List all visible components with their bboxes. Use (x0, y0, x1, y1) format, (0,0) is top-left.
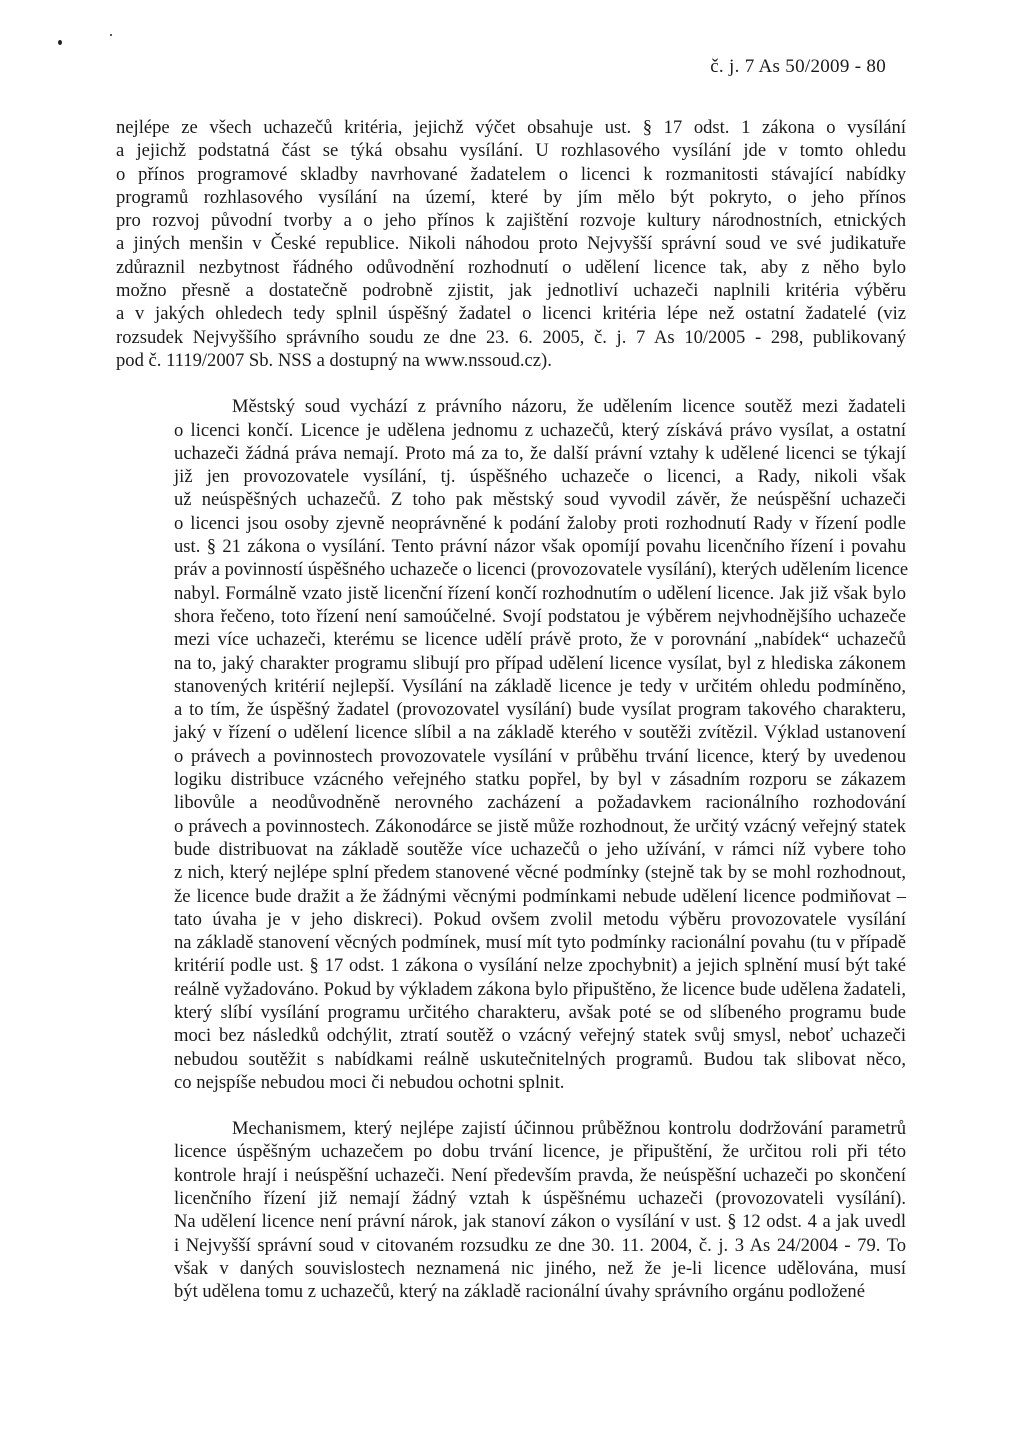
text-line: o licenci končí. Licence je udělena jednomu z uchazečů, který získává právo vysílat, a ostatní (174, 419, 906, 441)
text-line: o licenci jsou osoby zjevně neoprávněné k podání žaloby proti rozhodnutí Rady v řízení podle (174, 512, 906, 534)
text-line: ust. § 21 zákona o vysílání. Tento právní názor však opomíjí povahu licenčního řízení i povahu (174, 536, 906, 558)
text-line: logiku distribuce vzácného veřejného statku popřel, by byl v zásadním rozporu se zákazem (174, 769, 906, 791)
text-line: licence úspěšným uchazečem po dobu trvání licence, je připuštění, že určitou roli při této (174, 1141, 906, 1163)
scan-speck (110, 34, 112, 36)
text-line: již jen provozovatele vysílání, tj. úspěšného uchazeče o licenci, a Rady, nikoli však (174, 466, 906, 488)
text-line: být udělena tomu z uchazečů, který na základě racionální úvahy správního orgánu podložené (174, 1281, 865, 1303)
text-line: moci bez následků odchýlit, ztratí soutěž o vzácný veřejný statek svůj smysl, neboť uchazeči (174, 1025, 906, 1047)
text-line: o právech a povinnostech. Zákonodárce se jistě může rozhodnout, že určitý vzácný veřejný statek (174, 815, 906, 837)
text-line: o právech a povinnostech provozovatele vysílání v průběhu trvání licence, který by uvedenou (174, 745, 906, 767)
document-body (116, 116, 909, 1304)
text-line: však v daných souvislostech neznamená nic jiného, než že je-li licence udělována, musí (174, 1257, 906, 1279)
text-line: práv a povinností úspěšného uchazeče o licenci (provozovatele vysílání), kterých udělením licence (174, 559, 909, 581)
paragraph (116, 395, 909, 1094)
text-line: a jiných menšin v České republice. Nikoli náhodou proto Nejvyšší správní soud ve své judikatuře (116, 233, 906, 255)
text-line: stanovených kritérií nejlepší. Vysílání na základě licence je tedy v určitém ohledu podmíněno, (174, 675, 906, 697)
text-line: reálně vyžadováno. Pokud by výkladem zákona bylo připuštěno, že licence bude udělena žadateli, (174, 978, 906, 1000)
text-line: kritérií podle ust. § 17 odst. 1 zákona o vysílání nelze zpochybnit) a jejich splnění musí být také (174, 955, 906, 977)
text-line: tato úvaha je v jeho diskreci). Pokud ovšem zvolil metodu výběru provozovatele vysílání (174, 908, 906, 930)
case-number: č. j. 7 As 50/2009 - 80 (710, 56, 886, 77)
text-line: libovůle a neodůvodněně nerovného zacházení a požadavkem racionálního rozhodování (174, 792, 906, 814)
text-line: Mechanismem, který nejlépe zajistí účinnou průběžnou kontrolu dodržování parametrů (232, 1118, 906, 1140)
text-line: jaký v řízení o udělení licence slíbil a na základě kterého v soutěži zvítězil. Výklad ustanovení (174, 722, 906, 744)
text-line: už neúspěšných uchazečů. Z toho pak městský soud vyvodil závěr, že neúspěšní uchazeči (174, 489, 906, 511)
text-line: a v jakých ohledech tedy splnil úspěšný žadatel o licenci kritéria lépe než ostatní žadatelé (viz (116, 303, 906, 325)
text-line: na základě stanovení věcných podmínek, musí mít tyto podmínky racionální povahu (tu v případě (174, 932, 906, 954)
text-line: kontrole hrají i neúspěšní uchazeči. Není především pravda, že neúspěšní uchazeči po skončení (174, 1164, 906, 1186)
text-line: na to, jaký charakter programu slibují pro případ udělení licence vysílat, byl z hlediska zákonem (174, 652, 906, 674)
text-line: že licence bude dražit a že žádnými věcnými podmínkami nebude udělení licence podmiňovat – (174, 885, 906, 907)
text-line: o přínos programové skladby navrhované žadatelem o licenci k rozmanitosti stávající nabídky (116, 163, 906, 185)
text-line: programů rozhlasového vysílání na území, které by jím mělo být pokryto, o jeho přínos (116, 186, 906, 208)
text-line: i Nejvyšší správní soud v citovaném rozsudku ze dne 30. 11. 2004, č. j. 3 As 24/2004 - 79. To (174, 1234, 906, 1256)
text-line: pro rozvoj původní tvorby a o jeho přínos k zajištění rozvoje kultury národnostních, etnických (116, 210, 906, 232)
text-line: nejlépe ze všech uchazečů kritéria, jejichž výčet obsahuje ust. § 17 odst. 1 zákona o vysílání (116, 117, 906, 138)
text-line: pod č. 1119/2007 Sb. NSS a dostupný na www.nssoud.cz). (116, 349, 552, 371)
text-line: bude distribuovat na základě soutěže více uchazečů o jeho užívání, v rámci níž vybere toho (174, 838, 906, 860)
text-line: uchazeči žádná práva nemají. Proto má za to, že další právní vztahy k udělené licenci se týkají (174, 442, 906, 464)
paragraph (116, 1117, 906, 1303)
text-line: z nich, který nejlépe splní předem stanovené věcné podmínky (stejně tak by se mohl rozhodnout, (174, 862, 906, 884)
text-line: který slíbí vysílání programu určitého charakteru, avšak poté se od slíbeného programu bude (174, 1001, 906, 1023)
text-line: nebudou soutěžit s nabídkami reálně uskutečnitelných programů. Budou tak slibovat něco, (174, 1048, 906, 1070)
scan-speck (58, 40, 62, 45)
text-line: možno přesně a dostatečně podrobně zjistit, jak jednotliví uchazeči naplnili kritéria výběru (116, 280, 906, 302)
text-line: co nejspíše nebudou moci či nebudou ochotni splnit. (174, 1071, 565, 1093)
text-line: licenčního řízení již nemají žádný vztah k úspěšnému uchazeči (provozovateli vysílání). (174, 1188, 906, 1210)
text-line: rozsudek Nejvyššího správního soudu ze dne 23. 6. 2005, č. j. 7 As 10/2005 - 298, publikovaný (116, 326, 906, 348)
paragraph (116, 116, 906, 372)
text-line: mezi více uchazeči, kterému se licence udělí právě proto, že v porovnání „nabídek“ uchazečů (174, 629, 906, 651)
text-line: zdůraznil nezbytnost řádného odůvodnění rozhodnutí o udělení licence tak, aby z něho bylo (116, 256, 906, 278)
text-line: shora řečeno, toto řízení není samoúčelné. Svojí podstatou je výběrem nejvhodnějšího uchazeče (174, 605, 906, 627)
text-line: Na udělení licence není právní nárok, jak stanoví zákon o vysílání v ust. § 12 odst. 4 a jak uvedl (174, 1211, 906, 1233)
text-line: a to tím, že úspěšný žadatel (provozovatel vysílání) bude vysílat program takového charakteru, (174, 699, 906, 721)
text-line: a jejichž podstatná část se týká obsahu vysílání. U rozhlasového vysílání jde v tomto ohledu (116, 140, 906, 162)
text-line: Městský soud vychází z právního názoru, že udělením licence soutěž mezi žadateli (232, 396, 906, 418)
text-line: nabyl. Formálně vzato jistě licenční řízení končí rozhodnutím o udělení licence. Jak již však bylo (174, 582, 906, 604)
